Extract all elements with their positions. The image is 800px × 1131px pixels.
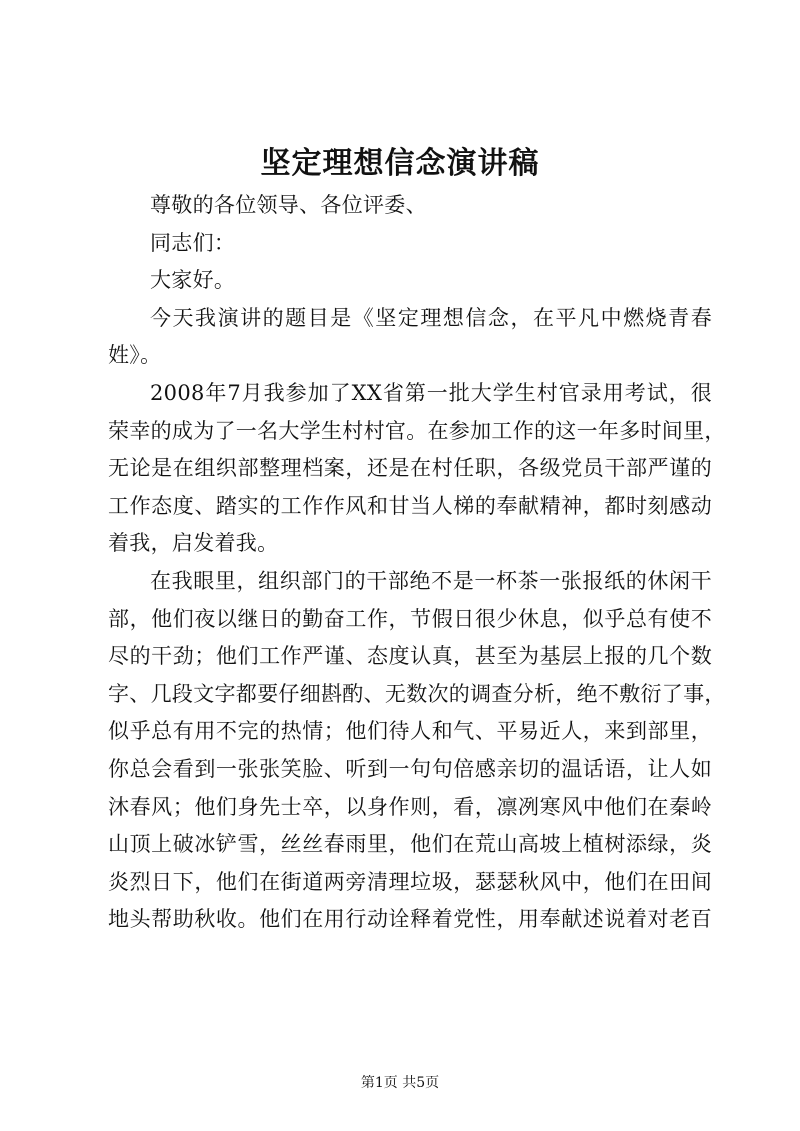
paragraph-line: 山顶上破冰铲雪，丝丝春雨里，他们在荒山高坡上植树添绿，炎 [108,832,712,857]
greeting-line: 大家好。 [150,268,236,293]
paragraph-line: 尽的干劲；他们工作严谨、态度认真，甚至为基层上报的几个数 [108,644,712,669]
paragraph-line: 无论是在组织部整理档案，还是在村任职，各级党员干部严谨的 [108,456,712,481]
paragraph-line: 荣幸的成为了一名大学生村村官。在参加工作的这一年多时间里， [108,418,726,443]
salutation-line: 尊敬的各位领导、各位评委、 [150,193,427,217]
salutation-line: 同志们： [150,230,236,255]
paragraph-line: 部，他们夜以继日的勤奋工作，节假日很少休息，似乎总有使不 [108,606,712,631]
page-footer: 第1页 共5页 [360,1075,440,1091]
paragraph-line: 2008年7月我参加了XX省第一批大学生村官录用考试，很 [150,380,712,405]
document-body [108,187,726,939]
paragraph-line: 今天我演讲的题目是《坚定理想信念，在平凡中燃烧青春 [150,305,712,330]
paragraph-line: 似乎总有用不完的热情；他们待人和气、平易近人，来到部里， [108,719,712,744]
paragraph-line: 沐春风；他们身先士卒，以身作则，看，凛冽寒风中他们在秦岭 [108,794,712,819]
paragraph-line: 字、几段文字都要仔细斟酌、无数次的调查分析，绝不敷衍了事， [108,681,726,706]
paragraph-line: 着我，启发着我。 [108,531,279,556]
paragraph-line: 工作态度、踏实的工作作风和甘当人梯的奉献精神，都时刻感动 [108,493,712,518]
paragraph-line: 姓》。 [108,343,162,368]
paragraph-line: 在我眼里，组织部门的干部绝不是一杯茶一张报纸的休闲干 [150,568,712,593]
paragraph-line: 炎烈日下，他们在街道两旁清理垃圾，瑟瑟秋风中，他们在田间 [108,869,712,894]
paragraph-line: 地头帮助秋收。他们在用行动诠释着党性，用奉献述说着对老百 [108,907,712,932]
paragraph-line: 你总会看到一张张笑脸、听到一句句倍感亲切的温话语，让人如 [108,756,712,781]
document-title: 坚定理想信念演讲稿 [260,146,540,181]
